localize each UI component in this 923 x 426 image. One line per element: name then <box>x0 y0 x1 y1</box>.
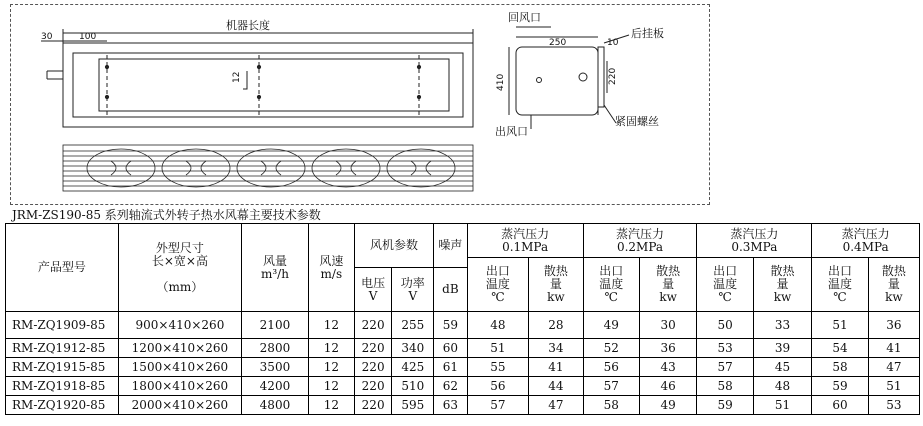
airflow-cell: 4800 <box>242 396 309 415</box>
heat-header: 散热 量 kw <box>753 258 812 312</box>
outlet-temp-header: 出口 温度 ℃ <box>583 258 639 312</box>
steam-group-3: 蒸汽压力 0.3MPa <box>697 224 812 258</box>
voltage-header: 电压 V <box>354 268 392 312</box>
voltage-cell: 220 <box>354 339 392 358</box>
value-cell: 36 <box>868 312 919 339</box>
value-cell: 59 <box>697 396 753 415</box>
value-cell: 51 <box>467 339 529 358</box>
noise-cell: 63 <box>434 396 467 415</box>
dims-cell: 1500×410×260 <box>118 358 241 377</box>
fan-params-header: 风机参数 <box>354 224 433 268</box>
noise-header: 噪声 <box>434 224 467 268</box>
dims-cell: 900×410×260 <box>118 312 241 339</box>
speed-cell: 12 <box>308 339 354 358</box>
steam-group-2: 蒸汽压力 0.2MPa <box>583 224 697 258</box>
model-cell: RM-ZQ1915-85 <box>6 358 119 377</box>
power-cell: 255 <box>392 312 434 339</box>
power-cell: 510 <box>392 377 434 396</box>
value-cell: 57 <box>697 358 753 377</box>
voltage-cell: 220 <box>354 377 392 396</box>
rear-plate-label: 后挂板 <box>631 27 664 40</box>
airflow-cell: 2100 <box>242 312 309 339</box>
airflow-header: 风量 m³/h <box>242 224 309 312</box>
value-cell: 49 <box>583 312 639 339</box>
value-cell: 52 <box>583 339 639 358</box>
value-cell: 58 <box>697 377 753 396</box>
noise-cell: 59 <box>434 312 467 339</box>
dim-10: 10 <box>607 38 619 48</box>
dims-cell: 1200×410×260 <box>118 339 241 358</box>
airflow-cell: 4200 <box>242 377 309 396</box>
model-header: 产品型号 <box>6 224 119 312</box>
value-cell: 57 <box>583 377 639 396</box>
noise-unit: dB <box>434 268 467 312</box>
voltage-cell: 220 <box>354 358 392 377</box>
power-cell: 595 <box>392 396 434 415</box>
value-cell: 56 <box>467 377 529 396</box>
outlet-temp-header: 出口 温度 ℃ <box>467 258 529 312</box>
value-cell: 51 <box>868 377 919 396</box>
dim-410: 410 <box>496 73 506 91</box>
value-cell: 43 <box>639 358 696 377</box>
value-cell: 51 <box>753 396 812 415</box>
dims-header: 外型尺寸 长×宽×高 （mm） <box>118 224 241 312</box>
speed-cell: 12 <box>308 358 354 377</box>
value-cell: 33 <box>753 312 812 339</box>
dim-100: 100 <box>79 32 97 42</box>
power-cell: 340 <box>392 339 434 358</box>
value-cell: 53 <box>868 396 919 415</box>
dim-250: 250 <box>549 38 567 48</box>
noise-cell: 62 <box>434 377 467 396</box>
heat-header: 散热 量 kw <box>529 258 583 312</box>
machine-length-label: 机器长度 <box>226 19 270 32</box>
dim-220: 220 <box>608 67 618 85</box>
value-cell: 56 <box>583 358 639 377</box>
value-cell: 53 <box>697 339 753 358</box>
value-cell: 55 <box>467 358 529 377</box>
model-cell: RM-ZQ1920-85 <box>6 396 119 415</box>
model-cell: RM-ZQ1909-85 <box>6 312 119 339</box>
table-row <box>6 377 920 396</box>
value-cell: 39 <box>753 339 812 358</box>
value-cell: 48 <box>467 312 529 339</box>
value-cell: 49 <box>639 396 696 415</box>
speed-cell: 12 <box>308 377 354 396</box>
voltage-cell: 220 <box>354 396 392 415</box>
noise-cell: 61 <box>434 358 467 377</box>
dims-cell: 1800×410×260 <box>118 377 241 396</box>
value-cell: 60 <box>812 396 868 415</box>
voltage-cell: 220 <box>354 312 392 339</box>
value-cell: 48 <box>753 377 812 396</box>
value-cell: 47 <box>529 396 583 415</box>
header-row-1 <box>6 224 920 258</box>
value-cell: 45 <box>753 358 812 377</box>
airflow-cell: 3500 <box>242 358 309 377</box>
model-cell: RM-ZQ1912-85 <box>6 339 119 358</box>
value-cell: 36 <box>639 339 696 358</box>
fastening-screw-label: 紧固螺丝 <box>615 115 659 128</box>
dim-vertical: 12 <box>232 71 242 83</box>
table-row <box>6 358 920 377</box>
value-cell: 58 <box>583 396 639 415</box>
dims-cell: 2000×410×260 <box>118 396 241 415</box>
value-cell: 59 <box>812 377 868 396</box>
value-cell: 44 <box>529 377 583 396</box>
heat-header: 散热 量 kw <box>868 258 919 312</box>
value-cell: 50 <box>697 312 753 339</box>
table-row <box>6 339 920 358</box>
drawing-svg <box>11 5 711 206</box>
value-cell: 41 <box>868 339 919 358</box>
outlet-label: 出风口 <box>495 125 528 138</box>
technical-drawing <box>10 4 710 205</box>
outlet-temp-header: 出口 温度 ℃ <box>697 258 753 312</box>
grille-view <box>63 145 473 191</box>
steam-group-1: 蒸汽压力 0.1MPa <box>467 224 583 258</box>
table-caption: JRM-ZS190-85 系列轴流式外转子热水风幕主要技术参数 <box>12 208 321 222</box>
power-cell: 425 <box>392 358 434 377</box>
table-row <box>6 396 920 415</box>
speed-cell: 12 <box>308 312 354 339</box>
front-view <box>41 29 473 127</box>
value-cell: 58 <box>812 358 868 377</box>
spec-table <box>5 223 920 415</box>
outlet-temp-header: 出口 温度 ℃ <box>812 258 868 312</box>
dim-30: 30 <box>41 32 53 42</box>
value-cell: 51 <box>812 312 868 339</box>
airflow-cell: 2800 <box>242 339 309 358</box>
value-cell: 41 <box>529 358 583 377</box>
value-cell: 30 <box>639 312 696 339</box>
value-cell: 47 <box>868 358 919 377</box>
heat-header: 散热 量 kw <box>639 258 696 312</box>
power-header: 功率 V <box>392 268 434 312</box>
speed-header: 风速 m/s <box>308 224 354 312</box>
value-cell: 57 <box>467 396 529 415</box>
speed-cell: 12 <box>308 396 354 415</box>
value-cell: 54 <box>812 339 868 358</box>
model-cell: RM-ZQ1918-85 <box>6 377 119 396</box>
value-cell: 34 <box>529 339 583 358</box>
value-cell: 28 <box>529 312 583 339</box>
steam-group-4: 蒸汽压力 0.4MPa <box>812 224 920 258</box>
return-air-label: 回风口 <box>508 11 541 24</box>
noise-cell: 60 <box>434 339 467 358</box>
value-cell: 46 <box>639 377 696 396</box>
table-row <box>6 312 920 339</box>
